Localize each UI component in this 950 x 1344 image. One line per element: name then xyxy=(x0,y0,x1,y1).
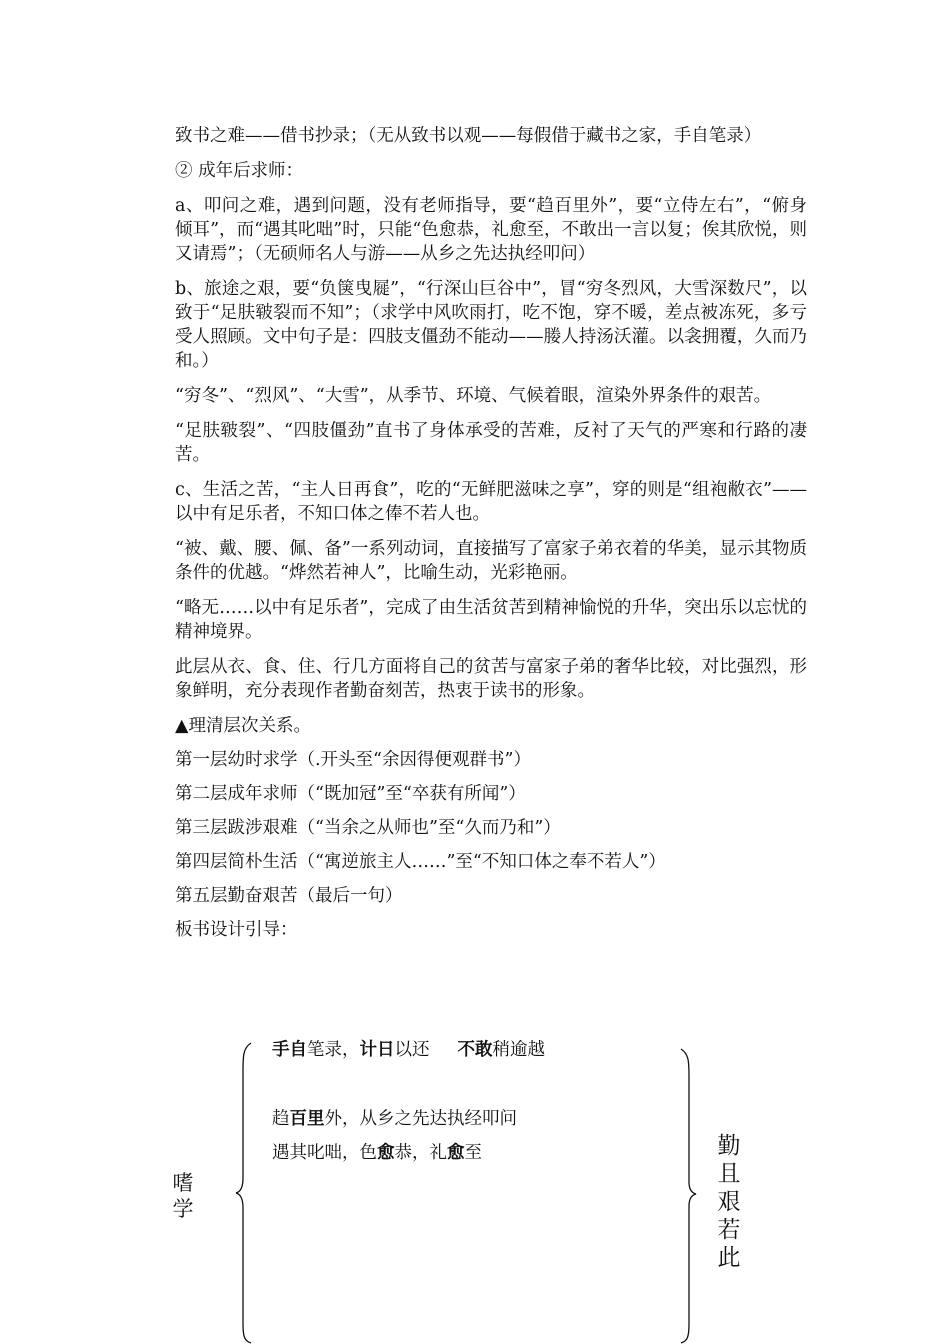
label-love-learning: 嗜 学 xyxy=(172,1171,194,1221)
keyword-yu-2: 愈 xyxy=(447,1143,465,1163)
board-line-seek-teacher: 趋百里外，从乡之先达执经叩问 xyxy=(272,1109,517,1129)
keyword-baili: 百里 xyxy=(289,1109,325,1129)
paragraph-body-analysis: “足肤皲裂”、“四肢僵劲”直书了身体承受的苦难，反衬了天气的严寒和行路的凄苦。 xyxy=(175,421,807,465)
layer-1: 第一层幼时求学（.开头至“余因得便观群书”） xyxy=(175,750,531,770)
blackboard-design xyxy=(160,1030,800,1344)
keyword-bugan: 不敢 xyxy=(457,1040,493,1060)
paragraph-cold-analysis: “穷冬”、“烈风”、“大雪”，从季节、环境、气候着眼，渲染外界条件的艰苦。 xyxy=(175,386,772,406)
layer-5: 第五层勤奋艰苦（最后一句） xyxy=(175,886,403,906)
paragraph-asking-difficulty: a、叩问之难，遇到问题，没有老师指导，要“趋百里外”，要“立侍左右”，“俯身倾耳”，而“遇其叱咄”时，只能“色愈恭，礼愈至，不敢出一言以复；俟其欣悦，则又请焉”；（无硕师名人与游——从乡之先达执经叩问） xyxy=(175,196,807,264)
heading-structure: ▲理清层次关系。 xyxy=(175,716,311,736)
paragraph-verbs-analysis: “被、戴、腰、佩、备”一系列动词，直接描写了富家子弟衣着的华美，显示其物质条件的优越。“烨然若神人”，比喻生动，光彩艳丽。 xyxy=(175,539,807,583)
paragraph-summary: 此层从衣、食、住、行几方面将自己的贫苦与富家子弟的奢华比较，对比强烈，形象鲜明，充分表现作者勤奋刻苦，热衷于读书的形象。 xyxy=(175,657,807,701)
paragraph-living-hardship: c、生活之苦，“主人日再食”，吃的“无鲜肥滋味之享”，穿的则是“组袍敝衣”——以中有足乐者，不知口体之俸不若人也。 xyxy=(175,480,807,524)
keyword-yu-1: 愈 xyxy=(377,1143,395,1163)
paragraph-seek-teacher: ② 成年后求师： xyxy=(175,161,304,181)
paragraph-borrow-books: 致书之难——借书抄录；（无从致书以观——每假借于藏书之家，手自笔录） xyxy=(175,126,762,146)
left-brace xyxy=(234,1042,254,1344)
paragraph-journey-hardship: b、旅途之艰，要“负箧曳屣”，“行深山巨谷中”，冒“穷冬烈风，大雪深数尺”，以致于“足肤皲裂而不知”；（求学中风吹雨打，吃不饱，穿不暖，差点被冻死，多亏受人照顾。文中句子是：四肢支僵劲不能动——媵人持汤沃灌。以衾拥覆，久而乃和。） xyxy=(175,279,807,371)
layer-3: 第三层跋涉艰难（“当余之从师也”至“久而乃和”） xyxy=(175,818,561,838)
keyword-jiri: 计日 xyxy=(359,1040,395,1060)
right-brace xyxy=(678,1048,698,1344)
board-line-respect: 遇其叱咄，色愈恭，礼愈至 xyxy=(272,1143,482,1163)
layer-2: 第二层成年求师（“既加冠”至“卒获有所闻”） xyxy=(175,784,526,804)
keyword-shouzi: 手自 xyxy=(272,1040,307,1060)
paragraph-joy-analysis: “略无……以中有足乐者”，完成了由生活贫苦到精神愉悦的升华，突出乐以忘忧的精神境界。 xyxy=(175,598,807,642)
board-design-heading: 板书设计引导： xyxy=(175,920,298,940)
board-line-copy-books: 手自笔录，计日以还 不敢稍逾越 xyxy=(272,1040,545,1060)
label-diligent-hardship: 勤 且 艰 若 此 xyxy=(717,1133,741,1271)
layer-4: 第四层简朴生活（“寓逆旅主人……”至“不知口体之奉不若人”） xyxy=(175,852,666,872)
document-body xyxy=(175,124,807,952)
